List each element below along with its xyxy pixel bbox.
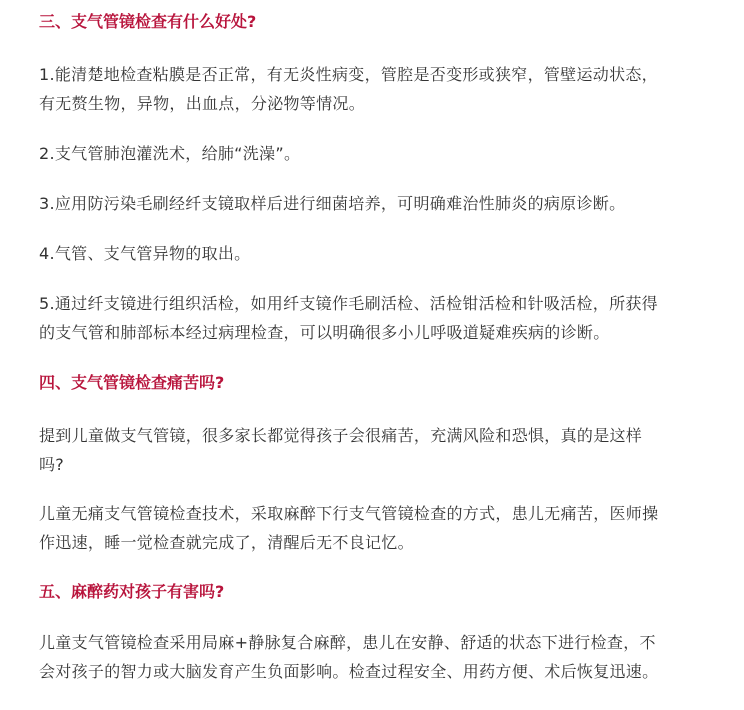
paragraph-line: 会对孩子的智力或大脑发育产生负面影响。检查过程安全、用药方便、术后恢复迅速。 bbox=[39, 662, 659, 681]
section-heading-anesthesia: 五、麻醉药对孩子有害吗? bbox=[39, 582, 225, 601]
paragraph-benefit-4 bbox=[39, 239, 729, 268]
paragraph-line: 4.气管、支气管异物的取出。 bbox=[39, 244, 251, 263]
paragraph-benefit-3 bbox=[39, 189, 729, 218]
paragraph-line: 5.通过纤支镜进行组织活检，如用纤支镜作毛刷活检、活检钳活检和针吸活检，所获得 bbox=[39, 294, 658, 313]
paragraph-benefit-5 bbox=[39, 289, 729, 347]
paragraph-line: 有无赘生物，异物，出血点，分泌物等情况。 bbox=[39, 94, 366, 113]
paragraph-anesthesia-1 bbox=[39, 628, 729, 686]
paragraph-line: 吗? bbox=[39, 455, 65, 474]
paragraph-pain-2 bbox=[39, 499, 729, 557]
paragraph-line: 1.能清楚地检查粘膜是否正常，有无炎性病变，管腔是否变形或狭窄，管壁运动状态， bbox=[39, 65, 658, 84]
paragraph-benefit-2 bbox=[39, 139, 729, 168]
paragraph-line: 儿童支气管镜检查采用局麻+静脉复合麻醉，患儿在安静、舒适的状态下进行检查，不 bbox=[39, 633, 656, 652]
paragraph-benefit-1 bbox=[39, 60, 729, 118]
paragraph-pain-1 bbox=[39, 421, 729, 479]
section-heading-benefits: 三、支气管镜检查有什么好处? bbox=[39, 12, 257, 31]
section-heading-pain: 四、支气管镜检查痛苦吗? bbox=[39, 373, 225, 392]
paragraph-line: 2.支气管肺泡灌洗术，给肺“洗澡”。 bbox=[39, 144, 301, 163]
paragraph-line: 儿童无痛支气管镜检查技术，采取麻醉下行支气管镜检查的方式，患儿无痛苦，医师操 bbox=[39, 504, 659, 523]
paragraph-line: 的支气管和肺部标本经过病理检查，可以明确很多小儿呼吸道疑难疾病的诊断。 bbox=[39, 323, 610, 342]
paragraph-line: 提到儿童做支气管镜，很多家长都觉得孩子会很痛苦，充满风险和恐惧，真的是这样 bbox=[39, 426, 643, 445]
paragraph-line: 3.应用防污染毛刷经纤支镜取样后进行细菌培养，可明确难治性肺炎的病原诊断。 bbox=[39, 194, 626, 213]
paragraph-line: 作迅速，睡一觉检查就完成了，清醒后无不良记忆。 bbox=[39, 533, 414, 552]
